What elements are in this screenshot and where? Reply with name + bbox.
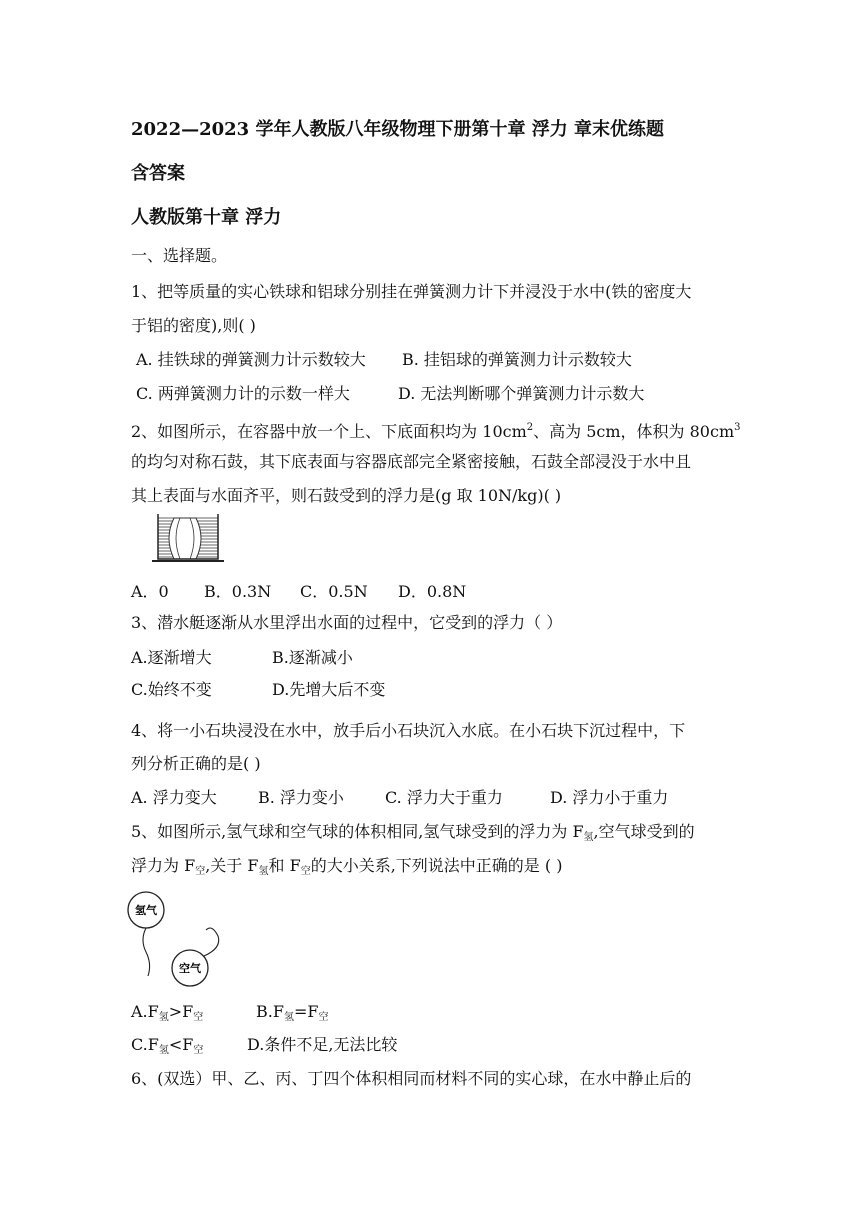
- q1-option-d: D. 无法判断哪个弹簧测力计示数大: [398, 384, 645, 403]
- q5-option-c-f2: <F: [168, 1035, 194, 1054]
- q6-stem-line1: 6、(双选）甲、乙、丙、丁四个体积相同而材料不同的实心球，在水中静止后的: [131, 1069, 692, 1088]
- q5-line1-a: 5、如图所示,氢气球和空气球的体积相同,氢气球受到的浮力为 F: [131, 822, 584, 841]
- document-title-line2: 含答案: [131, 163, 185, 184]
- q4-option-c: C. 浮力大于重力: [385, 788, 503, 807]
- q5-option-a-f1: A.F: [131, 1002, 159, 1021]
- q3-option-a: A.逐渐增大: [131, 648, 212, 667]
- q5-line2-a: 浮力为 F: [131, 856, 196, 875]
- q2-stem-line1-b: 、高为 5cm，体积为 80cm: [533, 422, 735, 441]
- q3-stem: 3、潜水艇逐渐从水里浮出水面的过程中，它受到的浮力（ ）: [131, 613, 563, 632]
- q2-option-c: C．0.5N: [300, 582, 368, 601]
- q2-sup-cubed: 3: [734, 422, 741, 433]
- q5-sub-air: 空: [195, 866, 206, 877]
- q5-line2-b: ,关于 F: [205, 856, 259, 875]
- q5-option-b-sub1: 氢: [283, 1012, 294, 1023]
- q2-stem-line2: 的均匀对称石鼓，其下底表面与容器底部完全紧密接触，石鼓全部浸没于水中且: [131, 452, 692, 471]
- q2-stem-line1: [131, 417, 741, 443]
- hydrogen-balloon-string: [143, 928, 150, 976]
- q5-option-d: D.条件不足,无法比较: [247, 1035, 398, 1054]
- q5-option-b: [256, 1001, 328, 1029]
- air-balloon-string: [204, 928, 219, 956]
- q1-stem-line2: 于铝的密度),则( ): [131, 316, 256, 335]
- q5-option-b-f1: B.F: [256, 1002, 284, 1021]
- hydrogen-balloon-label: 氢气: [135, 904, 157, 917]
- chapter-heading: 人教版第十章 浮力: [131, 207, 282, 228]
- q2-stem-line3: 其上表面与水面齐平，则石鼓受到的浮力是(g 取 10N/kg)( ): [131, 486, 562, 505]
- q5-option-a-f2: >F: [168, 1002, 194, 1021]
- q5-stem-line2: [131, 855, 562, 883]
- q2-option-d: D．0.8N: [398, 582, 467, 601]
- q4-option-a: A. 浮力变大: [131, 788, 217, 807]
- q5-option-c-sub2: 空: [193, 1045, 204, 1056]
- q5-line1-b: ,空气球受到的: [593, 822, 695, 841]
- stone-drum-shape: [169, 518, 201, 559]
- q4-option-d: D. 浮力小于重力: [550, 788, 669, 807]
- q1-option-a: A. 挂铁球的弹簧测力计示数较大: [136, 350, 366, 369]
- q5-line2-c: 和 F: [268, 856, 301, 875]
- q5-option-b-f2: =F: [293, 1002, 319, 1021]
- q3-option-d: D.先增大后不变: [272, 680, 386, 699]
- q5-sub-hydrogen: 氢: [583, 832, 594, 843]
- q5-sub-air-2: 空: [300, 866, 311, 877]
- q5-sub-hydrogen-2: 氢: [258, 866, 269, 877]
- q2-option-b: B．0.3N: [204, 582, 272, 601]
- air-balloon-label: 空气: [179, 962, 201, 975]
- document-title-line1: 2022—2023 学年人教版八年级物理下册第十章 浮力 章末优练题: [131, 119, 664, 140]
- q5-option-b-sub2: 空: [318, 1012, 329, 1023]
- q5-option-a-sub1: 氢: [158, 1012, 169, 1023]
- q3-option-b: B.逐渐减小: [272, 648, 353, 667]
- q5-line2-d: 的大小关系,下列说法中正确的是 ( ): [310, 856, 563, 875]
- q1-option-c: C. 两弹簧测力计的示数一样大: [136, 384, 350, 403]
- q2-option-a: A．0: [131, 582, 169, 601]
- q1-stem-line1: 1、把等质量的实心铁球和铝球分别挂在弹簧测力计下并浸没于水中(铁的密度大: [131, 282, 692, 301]
- balloons-diagram: [126, 890, 236, 990]
- section-heading: 一、选择题。: [131, 246, 228, 265]
- q3-option-c: C.始终不变: [131, 680, 212, 699]
- q5-option-a-sub2: 空: [193, 1012, 204, 1023]
- q4-option-b: B. 浮力变小: [258, 788, 344, 807]
- q5-option-c-sub1: 氢: [158, 1045, 169, 1056]
- q5-option-a: [131, 1001, 203, 1029]
- q5-option-c-f1: C.F: [131, 1035, 159, 1054]
- stone-drum-container-diagram: [150, 510, 226, 566]
- q2-stem-line1-a: 2、如图所示，在容器中放一个上、下底面积均为 10cm: [131, 422, 527, 441]
- q4-stem-line2: 列分析正确的是( ): [131, 754, 261, 773]
- q2-sup-squared: 2: [526, 422, 534, 433]
- q5-option-c: [131, 1034, 203, 1062]
- q4-stem-line1: 4、将一小石块浸没在水中，放手后小石块沉入水底。在小石块下沉过程中，下: [131, 721, 686, 740]
- q5-stem-line1: [131, 821, 695, 849]
- q1-option-b: B. 挂铝球的弹簧测力计示数较大: [402, 350, 632, 369]
